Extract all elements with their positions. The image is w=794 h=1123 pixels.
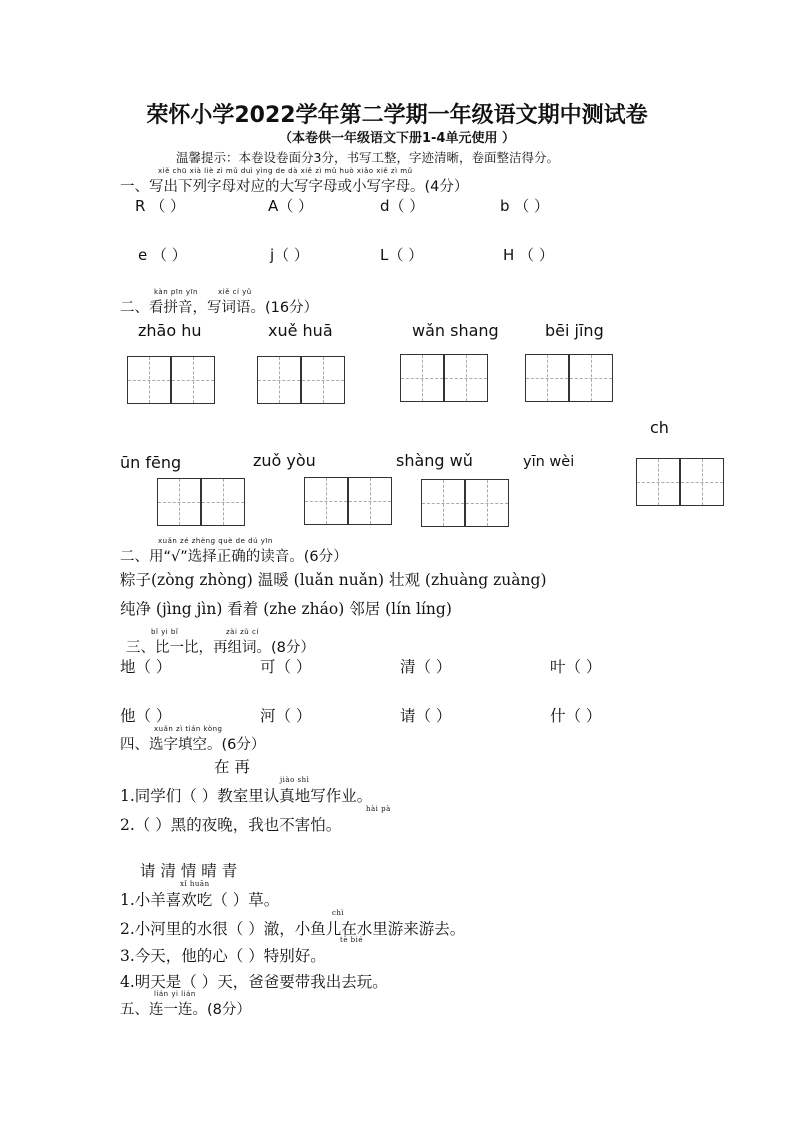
s4-r1-c1: 地（ ）	[120, 658, 172, 676]
writing-box[interactable]	[525, 354, 569, 402]
section1-heading: xiě chū xià liè zì mǔ duì yìng de dà xiě zì mǔ huò xiǎo xiě zì mǔ 一、写出下列字母对应的大写字母或小写字母。(4分）	[120, 167, 469, 195]
reading-line-1: 粽子(zòng zhòng) 温暖 (luǎn nuǎn) 壮观 (zhuàng zuàng)	[120, 571, 547, 589]
s1-r2-c2: j（ ）	[270, 246, 309, 264]
pinyin-2: xuě huā	[268, 321, 333, 340]
s4-r1-c3: 清（ ）	[400, 658, 452, 676]
pinyin-8: yīn wèi	[523, 454, 575, 470]
question-6: 4.明天是（ ）天，爸爸要带我出去玩。	[120, 973, 388, 991]
section2-ruby-2: xiě cí yǔ	[218, 288, 252, 296]
question-5-ruby: tè bié	[340, 936, 364, 944]
s4-r1-c4: 叶（ ）	[550, 658, 602, 676]
writing-box[interactable]	[569, 354, 613, 402]
s4-r2-c2: 河（ ）	[260, 707, 312, 725]
question-5: tè bié 3.今天，他的心（ ）特别好。	[120, 936, 364, 965]
question-4: chì 2.小河里的水很（ ）澈，小鱼儿在水里游来游去。	[120, 909, 466, 938]
tip-text: 温馨提示：本卷设卷面分3分，书写工整，字迹清晰，卷面整洁得分。	[176, 150, 559, 165]
section4-heading: bǐ yi bǐ zài zǔ cí 三、比一比，再组词。(8分）	[126, 628, 315, 656]
pinyin-7: shàng wǔ	[396, 451, 473, 470]
question-2: hài pà 2.（ ）黑的夜晚，我也不害怕。	[120, 805, 391, 834]
s1-r1-c2: A（ ）	[268, 197, 314, 215]
question-3-ruby: xǐ huān	[180, 880, 210, 888]
section3-ruby: xuǎn zé zhèng què de dú yīn	[158, 537, 273, 545]
question-4-ruby: chì	[332, 909, 345, 917]
writing-box[interactable]	[157, 478, 201, 526]
section4-ruby-2: zài zǔ cí	[226, 628, 259, 636]
writing-box[interactable]	[201, 478, 245, 526]
reading-line-2: 纯净 (jìng jìn) 看着 (zhe zháo) 邻居 (lín líng)	[120, 600, 452, 618]
writing-box[interactable]	[465, 479, 509, 527]
question-1-ruby: jiào shì	[280, 776, 310, 784]
choices-2: 请 清 情 晴 青	[140, 862, 238, 880]
page-subtitle: （本卷供一年级语文下册1-4单元使用 ）	[278, 131, 515, 146]
writing-box[interactable]	[257, 356, 301, 404]
pinyin-5: ūn fēng	[120, 453, 182, 472]
pinyin-3: wǎn shang	[412, 321, 499, 340]
section1-ruby: xiě chū xià liè zì mǔ duì yìng de dà xiě zì mǔ huò xiǎo xiě zì mǔ	[158, 167, 413, 175]
s1-r1-c1: R （ ）	[135, 197, 185, 215]
writing-box[interactable]	[348, 477, 392, 525]
writing-box[interactable]	[444, 354, 488, 402]
writing-box[interactable]	[400, 354, 444, 402]
section5-ruby: xuǎn zì tián kòng	[154, 725, 223, 733]
section3-heading: xuǎn zé zhèng què de dú yīn 二、用“√”选择正确的读音。(6分）	[120, 537, 348, 565]
s4-r2-c1: 他（ ）	[120, 707, 172, 725]
s4-r1-c2: 可（ ）	[260, 658, 312, 676]
choices-1: 在 再	[214, 758, 250, 776]
s1-r1-c3: d（ ）	[380, 197, 425, 215]
writing-box[interactable]	[127, 356, 171, 404]
s4-r2-c4: 什（ ）	[550, 707, 602, 725]
page-title: 荣怀小学2022学年第二学期一年级语文期中测试卷	[146, 103, 648, 128]
question-2-ruby: hài pà	[366, 805, 391, 813]
pinyin-ch: ch	[650, 418, 669, 437]
section4-ruby-1: bǐ yi bǐ	[151, 628, 179, 636]
pinyin-1: zhāo hu	[138, 321, 202, 340]
section2-ruby-1: kàn pīn yīn	[154, 288, 198, 296]
section5-heading: xuǎn zì tián kòng 四、选字填空。(6分）	[120, 725, 266, 753]
writing-box[interactable]	[301, 356, 345, 404]
section6-ruby: lián yi lián	[154, 990, 196, 998]
writing-box[interactable]	[421, 479, 465, 527]
writing-box[interactable]	[636, 458, 680, 506]
s1-r2-c4: H （ ）	[503, 246, 554, 264]
question-3: xǐ huān 1.小羊喜欢吃（ ）草。	[120, 880, 280, 909]
writing-box[interactable]	[171, 356, 215, 404]
pinyin-6: zuǒ yòu	[253, 451, 316, 470]
s1-r1-c4: b （ ）	[500, 197, 550, 215]
section2-heading: kàn pīn yīn xiě cí yǔ 二、看拼音，写词语。(16分）	[120, 288, 319, 316]
s1-r2-c3: L（ ）	[380, 246, 424, 264]
section6-heading: lián yi lián 五、连一连。(8分）	[120, 990, 251, 1018]
question-1: jiào shì 1.同学们（ ）教室里认真地写作业。	[120, 776, 373, 805]
writing-box[interactable]	[304, 477, 348, 525]
writing-box[interactable]	[680, 458, 724, 506]
s1-r2-c1: e （ ）	[138, 246, 187, 264]
pinyin-4: bēi jīng	[545, 321, 604, 340]
s4-r2-c3: 请（ ）	[400, 707, 452, 725]
